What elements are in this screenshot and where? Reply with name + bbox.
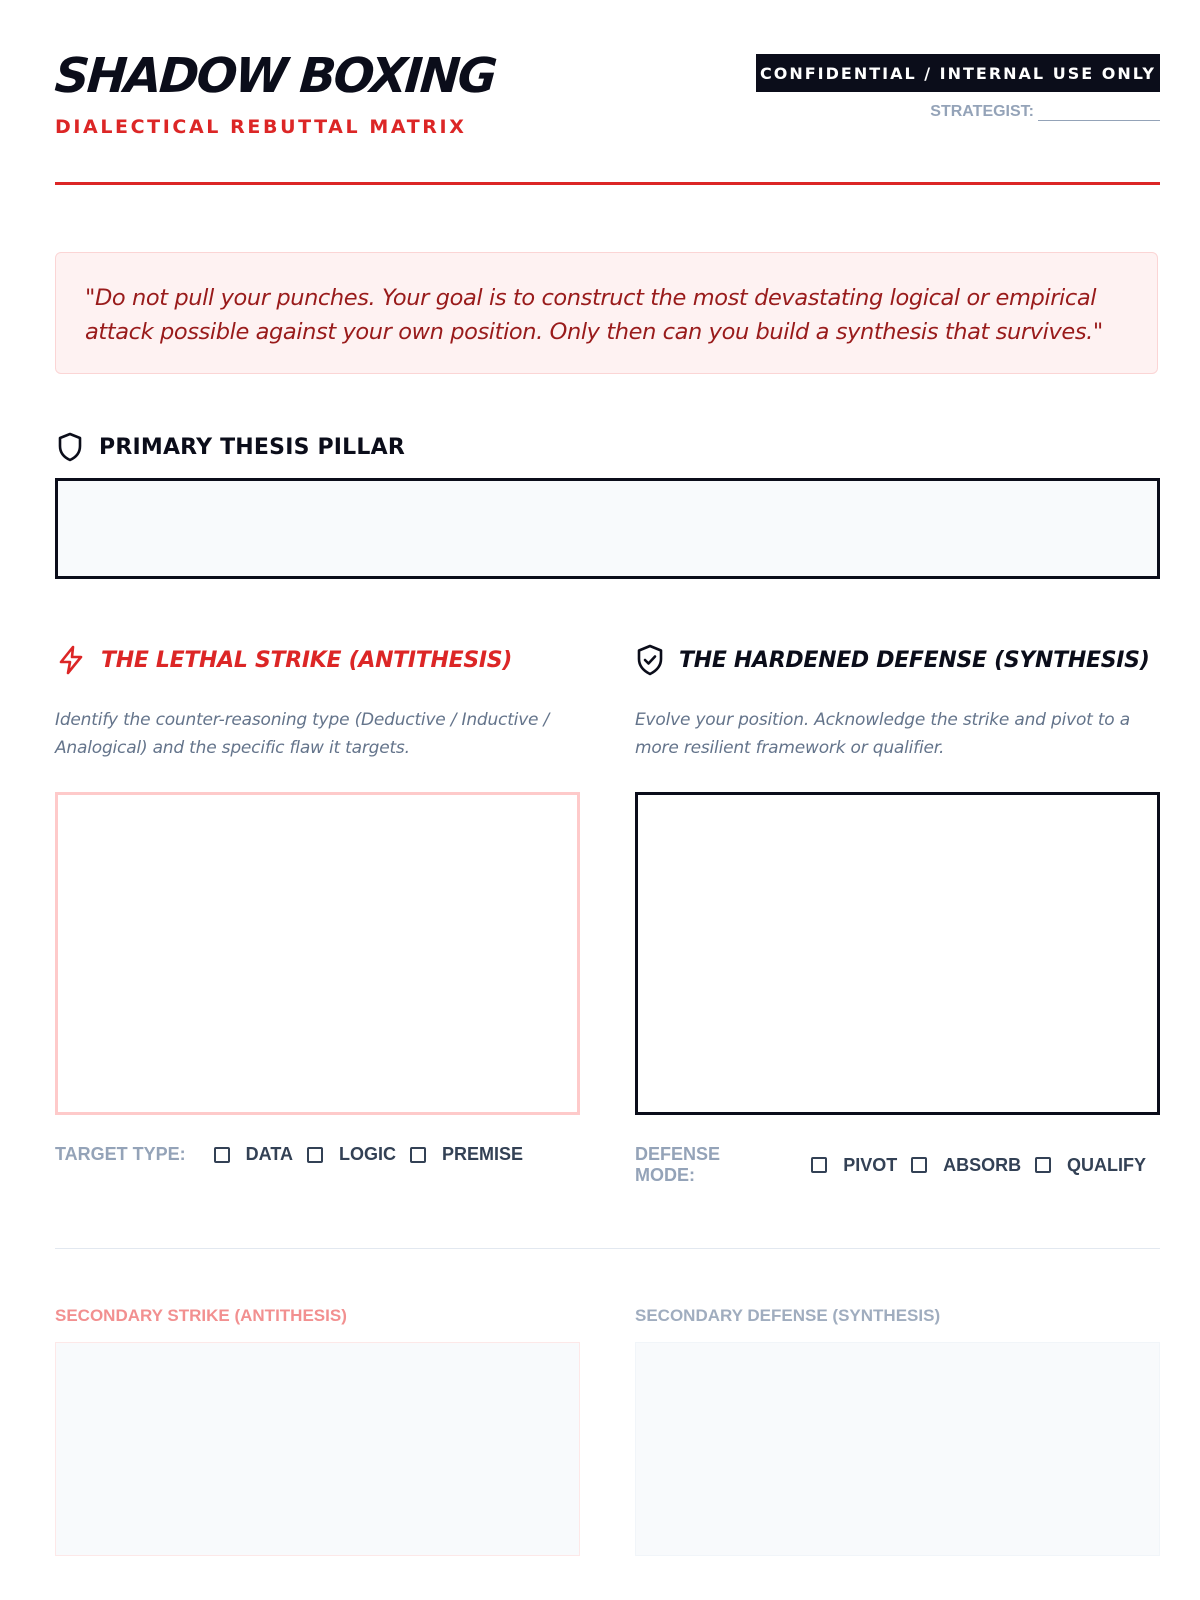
secondary-defense-input[interactable]	[635, 1342, 1160, 1556]
page-subtitle: DIALECTICAL REBUTTAL MATRIX	[55, 116, 467, 138]
target-logic-label: LOGIC	[339, 1144, 396, 1164]
hardened-defense-header	[635, 644, 1149, 676]
confidential-badge: CONFIDENTIAL / INTERNAL USE ONLY	[756, 54, 1160, 92]
primary-thesis-label: PRIMARY THESIS PILLAR	[99, 434, 405, 460]
hardened-defense-input[interactable]	[635, 792, 1160, 1115]
lethal-strike-label: THE LETHAL STRIKE (ANTITHESIS)	[101, 647, 513, 673]
instruction-quote-box	[55, 252, 1158, 374]
target-premise-label: PREMISE	[442, 1144, 524, 1164]
defense-qualify-label: QUALIFY	[1067, 1154, 1147, 1175]
lethal-strike-header	[55, 644, 512, 676]
defense-pivot-checkbox[interactable]	[811, 1157, 827, 1173]
defense-mode-label: DEFENSE MODE:	[635, 1144, 721, 1185]
header-divider	[55, 182, 1160, 185]
defense-mode-options	[635, 1144, 1160, 1186]
lightning-icon	[55, 644, 87, 676]
secondary-strike-label: SECONDARY STRIKE (ANTITHESIS)	[55, 1306, 347, 1325]
section-divider	[55, 1248, 1160, 1249]
shield-check-icon	[635, 644, 665, 676]
instruction-quote: "Do not pull your punches. Your goal is to construct the most devastating logical or empirical attack possible against your own position. Only then can you build a synthesis that survives."	[85, 285, 1103, 345]
strategist-input-line[interactable]	[1038, 102, 1160, 121]
strategist-label: STRATEGIST:	[930, 103, 1034, 120]
worksheet-page	[55, 0, 1160, 1600]
secondary-defense-label: SECONDARY DEFENSE (SYNTHESIS)	[635, 1306, 941, 1325]
lethal-strike-description: Identify the counter-reasoning type (Deductive / Inductive / Analogical) and the specific flaw it targets.	[55, 710, 550, 758]
primary-thesis-input[interactable]	[55, 478, 1160, 579]
page-title: SHADOW BOXING	[53, 48, 497, 104]
defense-absorb-checkbox[interactable]	[911, 1157, 927, 1173]
primary-thesis-header	[57, 432, 405, 462]
hardened-defense-description: Evolve your position. Acknowledge the strike and pivot to a more resilient framework or qualifier.	[635, 710, 1130, 758]
secondary-strike-input[interactable]	[55, 1342, 580, 1556]
defense-absorb-label: ABSORB	[943, 1154, 1022, 1175]
defense-pivot-label: PIVOT	[843, 1154, 898, 1175]
target-data-checkbox[interactable]	[214, 1147, 230, 1163]
hardened-defense-label: THE HARDENED DEFENSE (SYNTHESIS)	[679, 647, 1150, 673]
target-logic-checkbox[interactable]	[307, 1147, 323, 1163]
defense-qualify-checkbox[interactable]	[1035, 1157, 1051, 1173]
target-data-label: DATA	[245, 1144, 293, 1164]
shield-icon	[57, 432, 83, 462]
target-type-label: TARGET TYPE:	[55, 1144, 186, 1164]
target-type-options	[55, 1144, 537, 1165]
target-premise-checkbox[interactable]	[410, 1147, 426, 1163]
lethal-strike-input[interactable]	[55, 792, 580, 1115]
strategist-field[interactable]	[930, 102, 1160, 121]
